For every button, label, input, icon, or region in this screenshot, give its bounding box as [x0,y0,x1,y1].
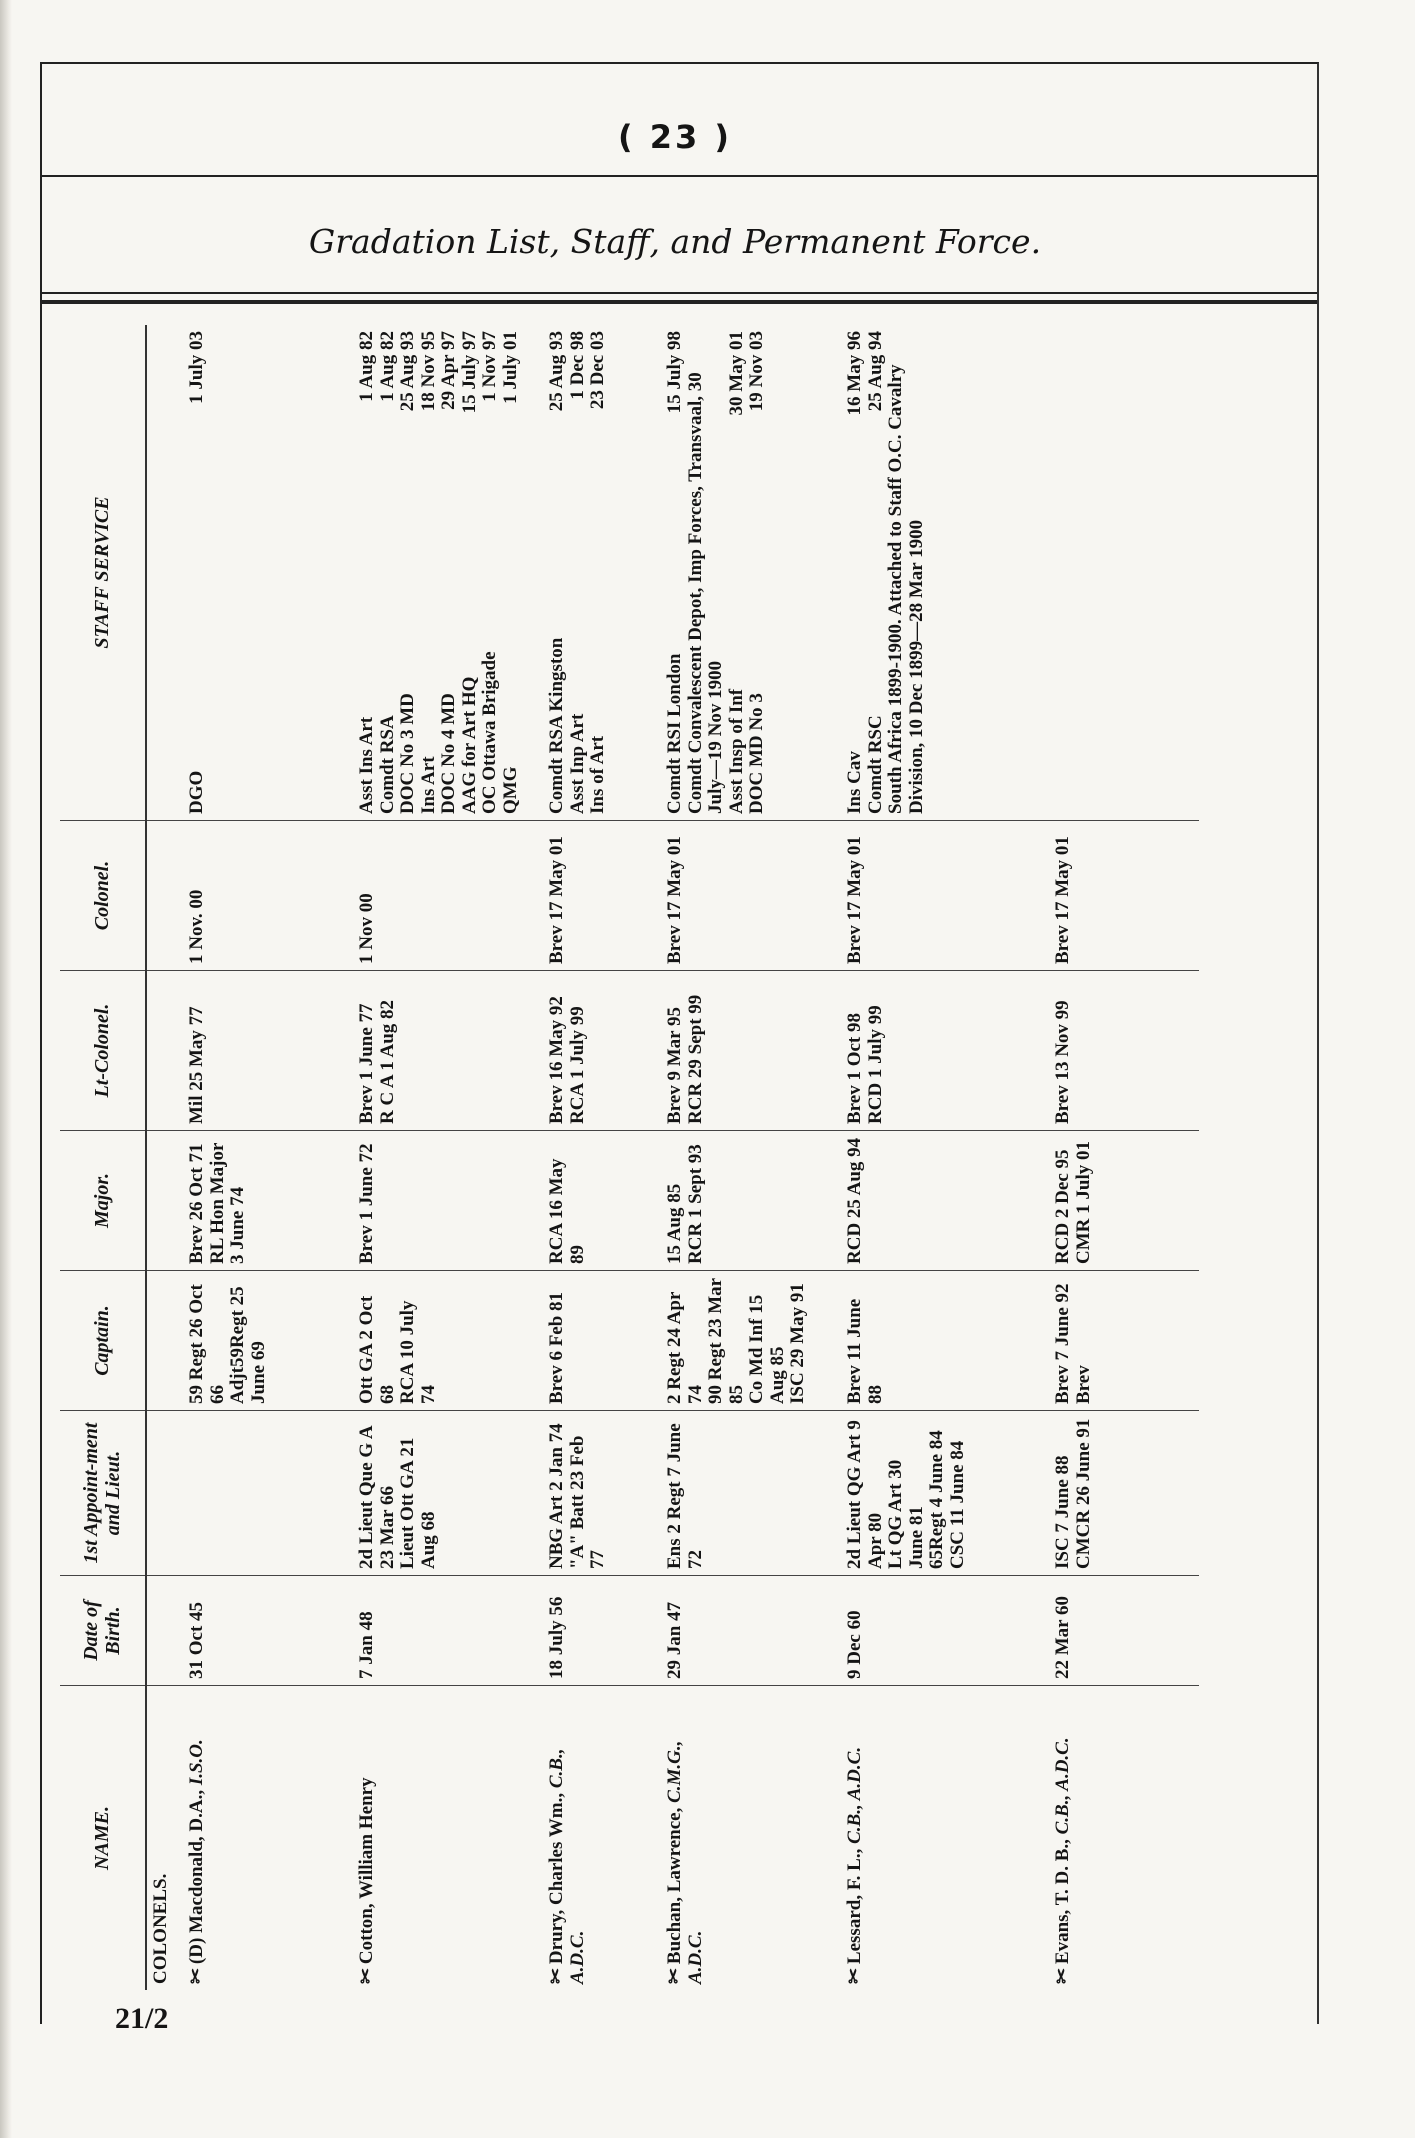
header-captain: Captain. [60,1270,145,1410]
first-appointment: Ens 2 Regt 7 June 72 [661,1410,841,1575]
scissors-mark-icon: ✂ [664,1968,685,1984]
page-number: ( 23 ) [617,118,733,156]
staff-post: South Africa 1899-1900. Attached to Staff O.C. Cavalry Division, 10 Dec 1899—28 Mar 1900 [885,364,927,814]
staff-post: DGO [186,770,207,814]
staff-service [841,325,1049,820]
major-rank: 15 Aug 85 RCR 1 Sept 93 [661,1130,841,1270]
captain-rank: Brev 6 Feb 81 [543,1270,661,1410]
officer-honours: C.B., A.D.C. [1052,1737,1073,1835]
staff-post: Comdt RSC [864,715,886,814]
staff-entry [866,331,887,814]
captain-rank: 2 Regt 24 Apr 74 90 Regt 23 Mar 85 Co Md Inf 15 Aug 85 ISC 29 May 91 [661,1270,841,1410]
major-rank: RCA 16 May 89 [543,1130,661,1270]
staff-post: Ins of Art [587,735,609,814]
captain-rank: 59 Regt 26 Oct 66 Adjt59Regt 25 June 69 [183,1270,353,1410]
header-rule [40,175,1317,177]
staff-post: Ins Cav [844,751,865,814]
staff-post: AAG for Art HQ [458,676,480,814]
staff-date: 1 July 03 [186,331,207,404]
officer-honours: C.B., A.D.C. [844,1746,865,1844]
empty-cell [147,820,183,970]
empty-cell [147,1410,183,1575]
header-appointment: 1st Appoint-ment and Lieut. [60,1410,145,1575]
staff-date: 1 Nov 97 [479,331,501,402]
bottom-mark: 21/2 [115,2002,169,2035]
staff-entry [480,331,501,814]
staff-date: 1 July 01 [499,331,521,404]
date-of-birth: 18 July 56 [543,1575,661,1685]
date-of-birth: 22 Mar 60 [1049,1575,1199,1685]
empty-cell [147,325,183,820]
captain-rank: Brev 11 June 88 [841,1270,1049,1410]
staff-service [183,325,353,820]
officer-name: Cotton, William Henry [356,1777,377,1965]
staff-date: 29 Apr 97 [438,331,460,410]
name-cell [841,1685,1049,1990]
table-row [543,325,661,1990]
table-row [353,325,543,1990]
first-appointment: 2d Lieut Que G A 23 Mar 66 Lieut Ott GA 21 Aug 68 [353,1410,543,1575]
first-appointment: NBG Art 2 Jan 74 "A" Batt 23 Feb 77 [543,1410,661,1575]
table-row [841,325,1049,1990]
staff-post: Comdt RSA Kingston [546,637,567,814]
colonel-rank: Brev 17 May 01 [661,820,841,970]
staff-entry [747,331,768,814]
name-cell [353,1685,543,1990]
staff-post: DOC MD No 3 [746,693,768,814]
colonel-rank: Brev 17 May 01 [543,820,661,970]
staff-entry [886,331,927,814]
staff-entry [547,331,568,814]
page-edge-shadow [0,0,12,2138]
staff-service [661,325,841,820]
scissors-mark-icon: ✂ [1052,1968,1073,1984]
staff-entry [501,331,522,814]
empty-cell [147,1575,183,1685]
officer-name: Buchan, Lawrence, [664,1807,685,1965]
captain-rank: Ott GA 2 Oct 68 RCA 10 July 74 [353,1270,543,1410]
first-appointment: 2d Lieut QG Art 9 Apr 80 Lt QG Art 30 June 81 65Regt 4 June 84 CSC 11 June 84 [841,1410,1049,1575]
officer-name: Drury, Charles Wm., [546,1792,567,1965]
staff-entry [686,331,727,814]
staff-post: QMG [499,766,521,814]
gradation-table [60,325,1315,1990]
colonel-rank: 1 Nov 00 [353,820,543,970]
staff-date: 25 Aug 94 [864,331,886,412]
staff-entry [419,331,440,814]
staff-post: Ins Art [417,756,439,814]
staff-post: Comdt RSI London [664,653,685,814]
major-rank: Brev 1 June 72 [353,1130,543,1270]
header-name: NAME. [60,1685,145,1990]
staff-post: Asst Inp Art [566,713,588,814]
staff-entry [187,331,208,814]
officer-name: Evans, T. D. B., [1052,1839,1073,1965]
scissors-mark-icon: ✂ [356,1968,377,1984]
colonel-rank: Brev 17 May 01 [841,820,1049,970]
major-rank: RCD 2 Dec 95 CMR 1 July 01 [1049,1130,1199,1270]
staff-date: 15 July 97 [458,331,480,414]
table-row [183,325,353,1990]
lt-colonel-rank: Brev 1 June 77 R C A 1 Aug 82 [353,970,543,1130]
colonel-rank: Brev 17 May 01 [1049,820,1199,970]
major-rank: Brev 26 Oct 71 RL Hon Major 3 June 74 [183,1130,353,1270]
table-body [183,325,1199,1990]
officer-honours: I.S.O. [186,1739,207,1786]
scissors-mark-icon: ✂ [186,1968,207,1984]
staff-post: Asst Insp of Inf [725,688,747,814]
scissors-mark-icon: ✂ [546,1968,567,1984]
staff-entry [357,331,378,814]
first-appointment: ISC 7 June 88 CMCR 26 June 91 [1049,1410,1199,1575]
staff-post: DOC No 4 MD [438,693,460,814]
staff-entry [460,331,481,814]
header-dob: Date of Birth. [60,1575,145,1685]
officer-honours: C.M.G., A.D.C. [664,1740,706,1984]
date-of-birth: 9 Dec 60 [841,1575,1049,1685]
name-cell [183,1685,353,1990]
staff-date: 25 Aug 93 [397,331,419,412]
lt-colonel-rank: Brev 16 May 92 RCA 1 July 99 [543,970,661,1130]
staff-post: Comdt RSA [376,715,398,814]
staff-date: 15 July 98 [664,331,685,414]
name-cell [661,1685,841,1990]
staff-date: 30 May 01 [725,331,747,416]
staff-post: Asst Ins Art [356,716,377,814]
staff-entry [588,331,609,814]
staff-date: 16 May 96 [844,331,865,416]
header-colonel: Colonel. [60,820,145,970]
officer-name: Lessard, F. L., [844,1848,865,1965]
date-of-birth: 29 Jan 47 [661,1575,841,1685]
captain-rank: Brev 7 June 92 Brev [1049,1270,1199,1410]
title-rule-thick [40,300,1317,304]
staff-date: 18 Nov 95 [417,331,439,412]
scissors-mark-icon: ✂ [844,1968,865,1984]
table-row [1049,325,1199,1990]
staff-date: 25 Aug 93 [546,331,567,412]
staff-entry [439,331,460,814]
date-of-birth: 7 Jan 48 [353,1575,543,1685]
staff-entry [845,331,866,814]
section-row [147,325,183,1990]
staff-date: 1 Dec 98 [566,331,588,400]
table-header [60,325,147,1990]
staff-service [1049,325,1199,820]
staff-post: DOC No 3 MD [397,693,419,814]
header-lt-colonel: Lt-Colonel. [60,970,145,1130]
staff-entry [398,331,419,814]
staff-date: 23 Dec 03 [587,331,609,410]
empty-cell [147,1130,183,1270]
header-major: Major. [60,1130,145,1270]
major-rank: RCD 25 Aug 94 [841,1130,1049,1270]
header-staff-service: STAFF SERVICE [90,496,113,649]
empty-cell [147,970,183,1130]
staff-post: Comdt Convalescent Depot, Imp Forces, Transvaal, 30 July—19 Nov 1900 [684,372,727,814]
page-title: Gradation List, Staff, and Permanent Force. [308,222,1042,261]
first-appointment [183,1410,353,1575]
staff-date: 19 Nov 03 [746,331,768,412]
colonel-rank: 1 Nov. 00 [183,820,353,970]
staff-service [353,325,543,820]
title-rule [40,292,1317,294]
lt-colonel-rank: Brev 9 Mar 95 RCR 29 Sept 99 [661,970,841,1130]
empty-cell [147,1270,183,1410]
staff-entry [665,331,686,814]
staff-service [543,325,661,820]
date-of-birth: 31 Oct 45 [183,1575,353,1685]
section-label: COLONELS. [147,1685,183,1990]
staff-entry [378,331,399,814]
staff-date: 1 Aug 82 [356,331,377,402]
name-cell [543,1685,661,1990]
lt-colonel-rank: Brev 13 Nov 99 [1049,970,1199,1130]
name-cell [1049,1685,1199,1990]
staff-date: 1 Aug 82 [376,331,398,402]
officer-name: (D) Macdonald, D.A., [186,1789,207,1965]
officer-honours: C.B., A.D.C. [546,1748,588,1984]
staff-entry [568,331,589,814]
staff-post: OC Ottawa Brigade [479,651,501,814]
lt-colonel-rank: Brev 1 Oct 98 RCD 1 July 99 [841,970,1049,1130]
lt-colonel-rank: Mil 25 May 77 [183,970,353,1130]
table-row [661,325,841,1990]
staff-entry [727,331,748,814]
